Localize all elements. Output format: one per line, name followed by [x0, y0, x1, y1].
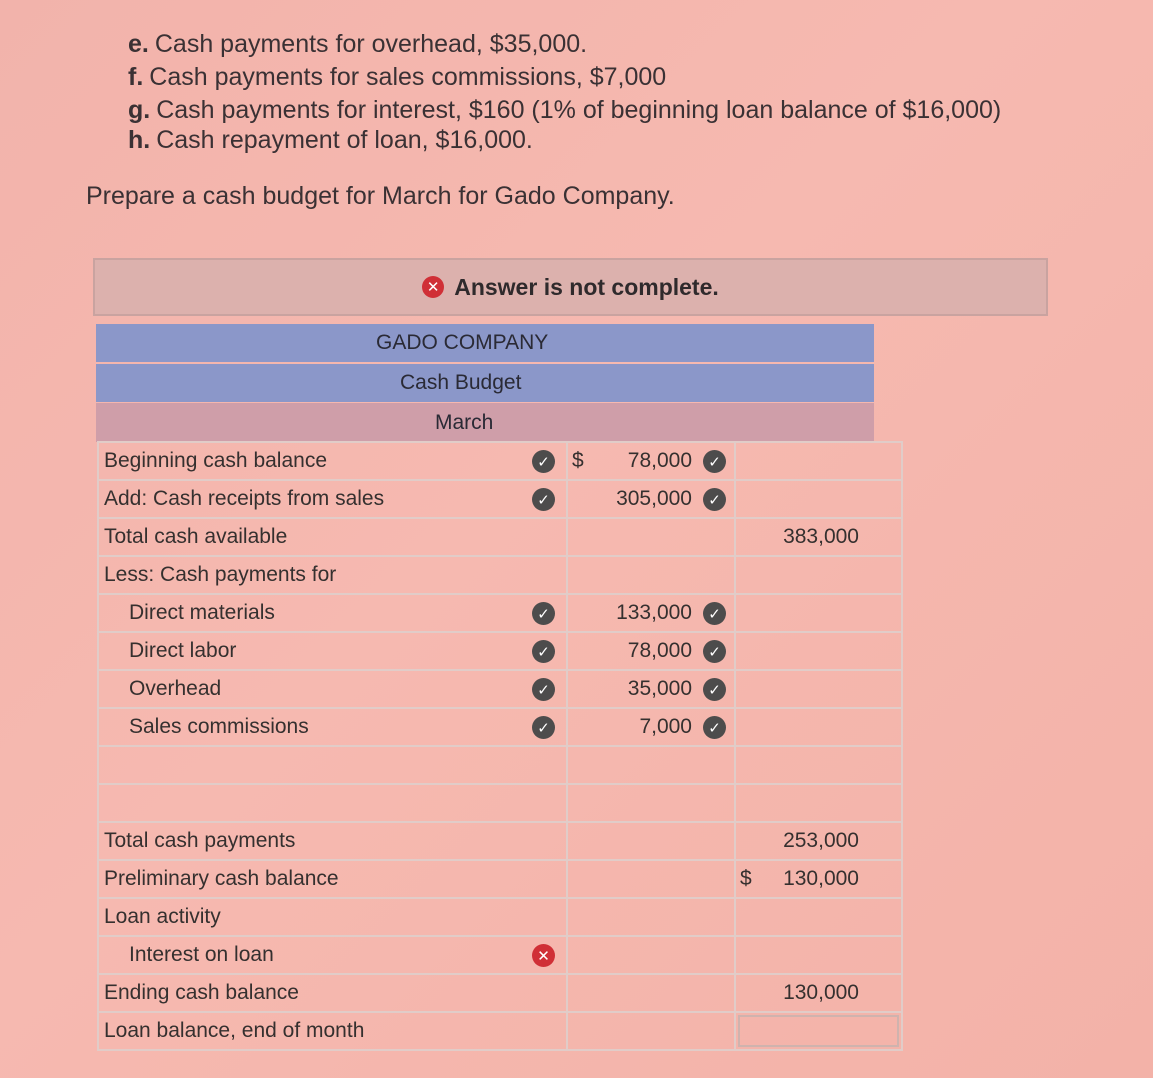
amount-value: 7,000	[639, 715, 692, 738]
header-title	[96, 364, 874, 402]
amount-value: 35,000	[627, 677, 692, 700]
total-cell[interactable]	[735, 974, 902, 1012]
total-cell[interactable]	[735, 936, 902, 974]
amount-cell[interactable]	[567, 1012, 735, 1050]
total-cell[interactable]	[735, 860, 902, 898]
total-cell[interactable]	[735, 708, 902, 746]
check-icon: ✓	[532, 602, 555, 625]
table-row	[98, 936, 902, 974]
amount-value: 133,000	[616, 601, 692, 624]
x-circle-icon: ✕	[532, 944, 555, 967]
amount-cell[interactable]	[567, 974, 735, 1012]
total-cell[interactable]	[735, 822, 902, 860]
instruction-text: Prepare a cash budget for March for Gado Company.	[86, 182, 675, 210]
total-cell[interactable]	[735, 442, 902, 480]
line-letter: f.	[128, 63, 144, 91]
amount-cell[interactable]	[567, 746, 735, 784]
row-label[interactable]	[98, 784, 567, 822]
problem-line-g	[128, 96, 1001, 125]
table-row	[98, 556, 902, 594]
amount-cell[interactable]	[537, 480, 735, 518]
amount-cell[interactable]	[537, 708, 735, 746]
total-cell[interactable]	[735, 632, 902, 670]
table-row	[98, 822, 902, 860]
amount-value: 78,000	[627, 639, 692, 662]
amount-value: 78,000	[627, 449, 692, 472]
check-icon: ✓	[703, 716, 726, 739]
amount-cell[interactable]	[567, 556, 735, 594]
amount-cell[interactable]	[567, 784, 735, 822]
banner-text: Answer is not complete.	[454, 273, 719, 300]
cash-budget-table	[97, 441, 903, 1051]
answer-status-banner	[93, 258, 1048, 316]
total-cell[interactable]	[735, 670, 902, 708]
amount-cell[interactable]	[537, 442, 735, 480]
row-label[interactable]: Interest on loan	[98, 936, 567, 974]
check-icon: ✓	[703, 450, 726, 473]
row-label[interactable]	[98, 746, 567, 784]
total-value: 383,000	[783, 525, 859, 548]
header-period	[96, 403, 874, 442]
row-label[interactable]: Overhead	[98, 670, 567, 708]
table-row	[98, 632, 902, 670]
table-row	[98, 746, 902, 784]
line-text: Cash payments for interest, $160 (1% of beginning loan balance of $16,000)	[156, 96, 1002, 124]
total-cell[interactable]	[735, 556, 902, 594]
table-row	[98, 898, 902, 936]
amount-cell[interactable]	[537, 632, 735, 670]
header-company	[96, 324, 874, 362]
row-label[interactable]: Beginning cash balance	[98, 442, 567, 480]
line-letter: e.	[128, 30, 149, 58]
line-letter: g.	[128, 96, 151, 124]
company-name: GADO COMPANY	[376, 331, 549, 354]
table-row	[98, 442, 902, 480]
row-label[interactable]: Ending cash balance	[98, 974, 567, 1012]
check-icon: ✓	[703, 678, 726, 701]
total-value: 130,000	[783, 867, 859, 890]
row-label[interactable]: Loan activity	[98, 898, 567, 936]
check-icon: ✓	[703, 602, 726, 625]
line-letter: h.	[128, 126, 151, 154]
check-icon: ✓	[532, 640, 555, 663]
check-icon: ✓	[532, 488, 555, 511]
total-value: 130,000	[783, 981, 859, 1004]
total-cell[interactable]	[735, 784, 902, 822]
table-row	[98, 860, 902, 898]
table-row	[98, 708, 902, 746]
total-cell[interactable]	[735, 480, 902, 518]
amount-cell[interactable]	[567, 860, 735, 898]
amount-cell[interactable]	[567, 822, 735, 860]
amount-value: 305,000	[616, 487, 692, 510]
loan-balance-input[interactable]	[738, 1015, 899, 1047]
row-label[interactable]: Direct labor	[98, 632, 567, 670]
total-cell[interactable]	[735, 898, 902, 936]
line-text: Cash payments for overhead, $35,000.	[154, 30, 588, 58]
check-icon: ✓	[532, 678, 555, 701]
row-label[interactable]: Preliminary cash balance	[98, 860, 567, 898]
amount-cell[interactable]	[537, 936, 735, 974]
problem-line-h	[128, 126, 533, 155]
line-text: Cash payments for sales commissions, $7,000	[149, 63, 667, 91]
currency-symbol: $	[740, 867, 752, 890]
currency-symbol: $	[572, 449, 584, 472]
row-label[interactable]: Total cash payments	[98, 822, 567, 860]
table-row	[98, 974, 902, 1012]
row-label[interactable]: Direct materials	[98, 594, 567, 632]
problem-line-e	[128, 30, 587, 59]
line-text: Cash repayment of loan, $16,000.	[156, 126, 533, 154]
table-row	[98, 594, 902, 632]
row-label[interactable]: Add: Cash receipts from sales	[98, 480, 567, 518]
row-label[interactable]: Total cash available	[98, 518, 567, 556]
total-cell[interactable]	[735, 746, 902, 784]
budget-title: Cash Budget	[400, 371, 522, 394]
row-label[interactable]: Sales commissions	[98, 708, 567, 746]
check-icon: ✓	[532, 716, 555, 739]
table-row	[98, 1012, 902, 1050]
table-row	[98, 480, 902, 518]
total-value: 253,000	[783, 829, 859, 852]
row-label[interactable]: Less: Cash payments for	[98, 556, 567, 594]
row-label[interactable]: Loan balance, end of month	[98, 1012, 567, 1050]
x-circle-icon: ✕	[422, 276, 444, 298]
amount-cell[interactable]	[537, 594, 735, 632]
problem-line-f	[128, 63, 666, 92]
amount-cell[interactable]	[567, 898, 735, 936]
period-label: March	[435, 410, 494, 434]
check-icon: ✓	[532, 450, 555, 473]
total-cell[interactable]	[735, 1012, 902, 1050]
amount-cell[interactable]	[567, 518, 735, 556]
table-row	[98, 670, 902, 708]
check-icon: ✓	[703, 640, 726, 663]
total-cell[interactable]	[735, 594, 902, 632]
table-row	[98, 784, 902, 822]
amount-cell[interactable]	[537, 670, 735, 708]
total-cell[interactable]	[735, 518, 902, 556]
check-icon: ✓	[703, 488, 726, 511]
table-row	[98, 518, 902, 556]
